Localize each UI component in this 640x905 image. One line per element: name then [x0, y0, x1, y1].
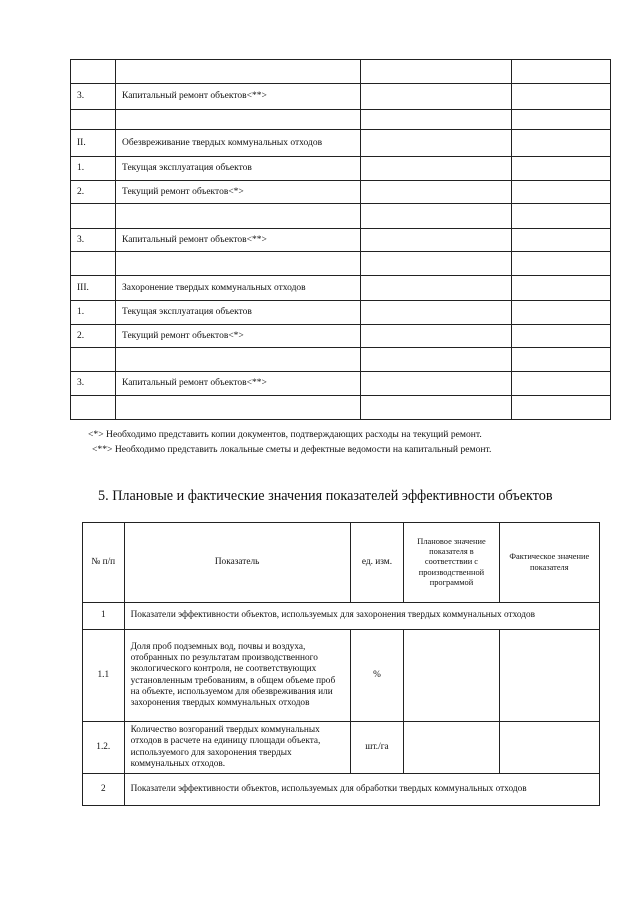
value-cell [512, 396, 611, 420]
indicator-text: Количество возгораний твердых коммунальных отходов в расчете на единицу площади объекта, используемого для захоронения твердых коммунальных отходов. [124, 722, 350, 774]
row-num: II. [71, 130, 116, 157]
header-planned: Плановое значение показателя в соответствии с производственной программой [404, 523, 499, 603]
row-num [71, 396, 116, 420]
row-name [116, 348, 361, 372]
indicator-text: Доля проб подземных вод, почвы и воздуха, отобранных по результатам производственного экологического контроля, не соответствующих установленным требованиям, в общем объеме проб на объекте, используемом для обезвреживания или захоронения твердых коммунальных отходов [124, 630, 350, 722]
row-num: 2. [71, 325, 116, 348]
footnote-capital-repair: <**> Необходимо представить локальные сметы и дефектные ведомости на капитальный ремонт. [92, 444, 492, 455]
row-name [116, 110, 361, 130]
row-num: 1 [83, 603, 125, 630]
row-num: 2. [71, 181, 116, 204]
group-title: Показатели эффективности объектов, используемых для захоронения твердых коммунальных отходов [124, 603, 599, 630]
table-row [71, 110, 611, 130]
value-cell [361, 229, 512, 252]
table-row [71, 396, 611, 420]
value-cell [361, 130, 512, 157]
row-num: 3. [71, 229, 116, 252]
value-cell [361, 204, 512, 229]
actual-cell [499, 630, 599, 722]
row-num: 3. [71, 84, 116, 110]
table-row [71, 276, 611, 301]
row-name: Текущий ремонт объектов<*> [116, 181, 361, 204]
row-name [116, 252, 361, 276]
table-row [71, 348, 611, 372]
row-num: 1.1 [83, 630, 125, 722]
value-cell [361, 396, 512, 420]
row-name: Капитальный ремонт объектов<**> [116, 229, 361, 252]
table-row [71, 130, 611, 157]
value-cell [361, 181, 512, 204]
value-cell [361, 84, 512, 110]
row-num [71, 348, 116, 372]
table-row [83, 774, 600, 806]
value-cell [512, 301, 611, 325]
group-title: Показатели эффективности объектов, используемых для обработки твердых коммунальных отходов [124, 774, 599, 806]
value-cell [361, 348, 512, 372]
table-row [71, 204, 611, 229]
indicators-table [82, 522, 600, 806]
row-name: Обезвреживание твердых коммунальных отходов [116, 130, 361, 157]
row-num [71, 60, 116, 84]
table-row [71, 229, 611, 252]
value-cell [361, 325, 512, 348]
table-row [83, 603, 600, 630]
row-name: Захоронение твердых коммунальных отходов [116, 276, 361, 301]
table-header-row [83, 523, 600, 603]
table-row [83, 722, 600, 774]
table-row [71, 325, 611, 348]
value-cell [512, 60, 611, 84]
costs-table [70, 59, 611, 420]
row-name: Текущая эксплуатация объектов [116, 157, 361, 181]
row-num [71, 252, 116, 276]
value-cell [512, 204, 611, 229]
unit-cell: шт./га [350, 722, 404, 774]
unit-cell: % [350, 630, 404, 722]
row-num: 2 [83, 774, 125, 806]
row-name: Текущая эксплуатация объектов [116, 301, 361, 325]
value-cell [512, 348, 611, 372]
value-cell [512, 84, 611, 110]
actual-cell [499, 722, 599, 774]
header-num: № п/п [83, 523, 125, 603]
value-cell [361, 372, 512, 396]
row-name: Капитальный ремонт объектов<**> [116, 372, 361, 396]
table-row [71, 60, 611, 84]
row-name [116, 396, 361, 420]
table-row [71, 252, 611, 276]
value-cell [512, 130, 611, 157]
table-row [71, 372, 611, 396]
value-cell [512, 157, 611, 181]
value-cell [512, 110, 611, 130]
table-row [71, 301, 611, 325]
row-num: 1. [71, 301, 116, 325]
footnotes [88, 427, 491, 457]
section-5-title: 5. Плановые и фактические значения показателей эффективности объектов [98, 488, 553, 504]
row-name: Текущий ремонт объектов<*> [116, 325, 361, 348]
value-cell [361, 110, 512, 130]
value-cell [361, 60, 512, 84]
row-num: 1. [71, 157, 116, 181]
row-num: 1.2. [83, 722, 125, 774]
row-num [71, 110, 116, 130]
row-name [116, 60, 361, 84]
value-cell [512, 229, 611, 252]
row-name: Капитальный ремонт объектов<**> [116, 84, 361, 110]
table-row [71, 157, 611, 181]
value-cell [512, 372, 611, 396]
value-cell [512, 181, 611, 204]
value-cell [512, 252, 611, 276]
value-cell [512, 325, 611, 348]
table-row [71, 181, 611, 204]
footnote-current-repair: <*> Необходимо представить копии документов, подтверждающих расходы на текущий ремонт. [88, 429, 482, 440]
header-unit: ед. изм. [350, 523, 404, 603]
planned-cell [404, 722, 499, 774]
row-num: 3. [71, 372, 116, 396]
value-cell [361, 276, 512, 301]
row-name [116, 204, 361, 229]
value-cell [512, 276, 611, 301]
table-row [83, 630, 600, 722]
row-num: III. [71, 276, 116, 301]
value-cell [361, 252, 512, 276]
header-actual: Фактическое значение показателя [499, 523, 599, 603]
row-num [71, 204, 116, 229]
table-row [71, 84, 611, 110]
value-cell [361, 157, 512, 181]
planned-cell [404, 630, 499, 722]
value-cell [361, 301, 512, 325]
header-indicator: Показатель [124, 523, 350, 603]
